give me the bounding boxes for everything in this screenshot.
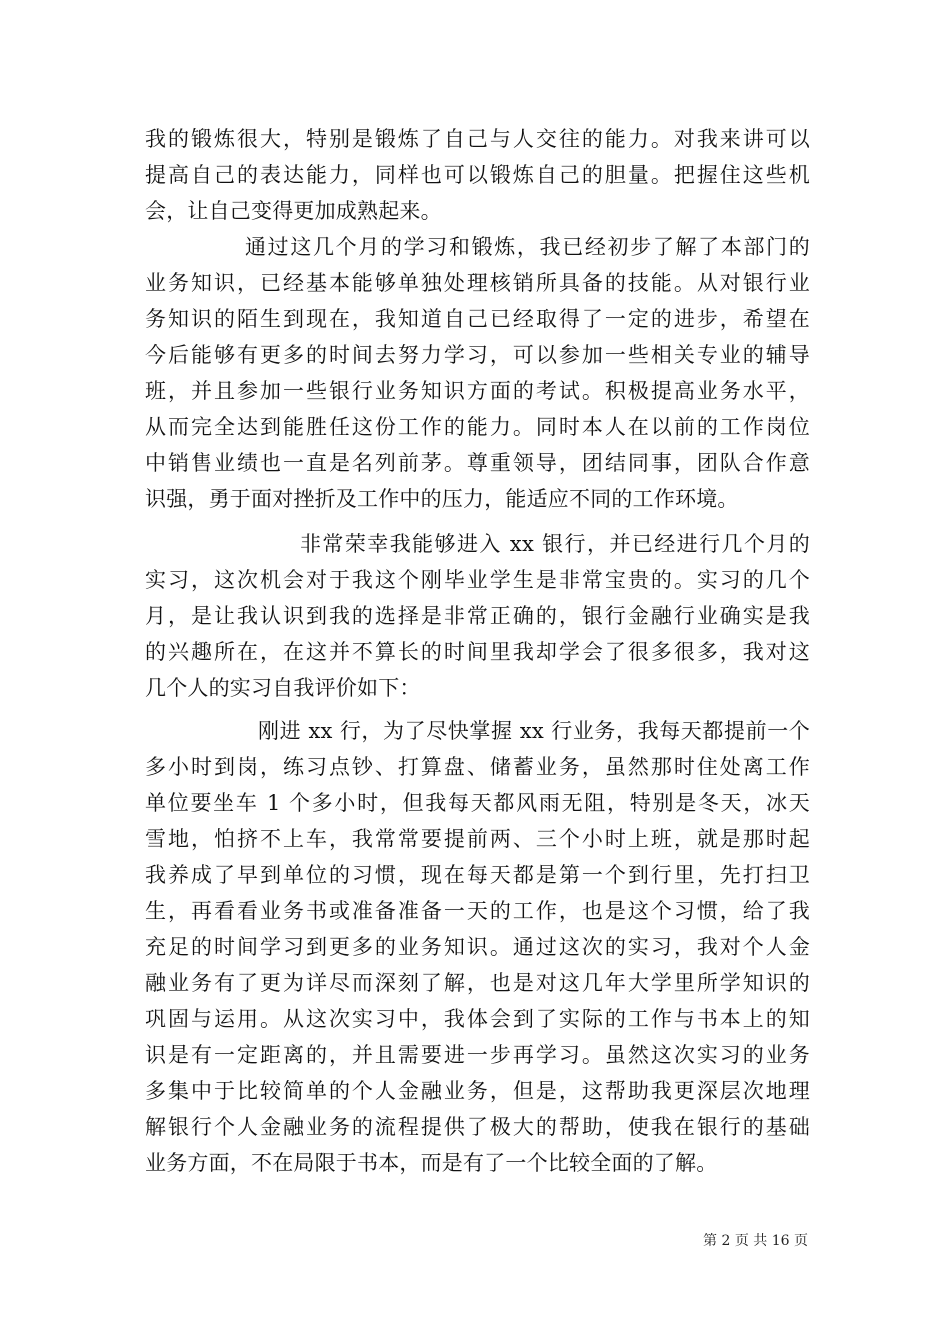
body-text-line: 业务方面，不在局限于书本，而是有了一个比较全面的了解。 (145, 1151, 718, 1175)
body-text-line: 识强，勇于面对挫折及工作中的压力，能适应不同的工作环境。 (145, 487, 739, 511)
body-text-line: 多小时到岗，练习点钞、打算盘、储蓄业务，虽然那时住处离工作 (145, 755, 810, 779)
body-text-line: 识是有一定距离的，并且需要进一步再学习。虽然这次实习的业务 (145, 1043, 810, 1067)
body-text-line: 的兴趣所在，在这并不算长的时间里我却学会了很多很多，我对这 (145, 640, 810, 664)
body-text-line: 单位要坐车 1 个多小时，但我每天都风雨无阻，特别是冬天，冰天 (145, 791, 810, 815)
body-text-line: 班，并且参加一些银行业务知识方面的考试。积极提高业务水平， (145, 379, 810, 403)
body-text-line: 通过这几个月的学习和锻炼，我已经初步了解了本部门的 (245, 235, 810, 259)
body-text-line: 刚进 xx 行，为了尽快掌握 xx 行业务，我每天都提前一个 (258, 719, 810, 743)
body-text-line: 雪地，怕挤不上车，我常常要提前两、三个小时上班，就是那时起 (145, 827, 810, 851)
body-text-line: 从而完全达到能胜任这份工作的能力。同时本人在以前的工作岗位 (145, 415, 810, 439)
body-text-line: 多集中于比较简单的个人金融业务，但是，这帮助我更深层次地理 (145, 1079, 810, 1103)
body-text-line: 提高自己的表达能力，同样也可以锻炼自己的胆量。把握住这些机 (145, 163, 810, 187)
body-text-line: 今后能够有更多的时间去努力学习，可以参加一些相关专业的辅导 (145, 343, 810, 367)
page-number-footer: 第 2 页 共 16 页 (703, 1233, 808, 1249)
body-text-line: 解银行个人金融业务的流程提供了极大的帮助，使我在银行的基础 (145, 1115, 810, 1139)
body-text-line: 我养成了早到单位的习惯，现在每天都是第一个到行里，先打扫卫 (145, 863, 810, 887)
body-text-line: 务知识的陌生到现在，我知道自己已经取得了一定的进步，希望在 (145, 307, 810, 331)
body-text-line: 实习，这次机会对于我这个刚毕业学生是非常宝贵的。实习的几个 (145, 568, 810, 592)
body-text-line: 充足的时间学习到更多的业务知识。通过这次的实习，我对个人金 (145, 935, 810, 959)
body-text-line: 中销售业绩也一直是名列前茅。尊重领导，团结同事，团队合作意 (145, 451, 810, 475)
body-text-line: 我的锻炼很大，特别是锻炼了自己与人交往的能力。对我来讲可以 (145, 127, 810, 151)
body-text-line: 月，是让我认识到我的选择是非常正确的，银行金融行业确实是我 (145, 604, 810, 628)
body-text-line: 几个人的实习自我评价如下： (145, 676, 421, 700)
body-text-line: 巩固与运用。从这次实习中，我体会到了实际的工作与书本上的知 (145, 1007, 810, 1031)
body-text-line: 融业务有了更为详尽而深刻了解，也是对这几年大学里所学知识的 (145, 971, 810, 995)
body-text-line: 业务知识，已经基本能够单独处理核销所具备的技能。从对银行业 (145, 271, 810, 295)
body-text-line: 非常荣幸我能够进入 xx 银行，并已经进行几个月的 (300, 532, 810, 556)
body-text-line: 会，让自己变得更加成熟起来。 (145, 199, 442, 223)
body-text-line: 生，再看看业务书或准备准备一天的工作，也是这个习惯，给了我 (145, 899, 810, 923)
